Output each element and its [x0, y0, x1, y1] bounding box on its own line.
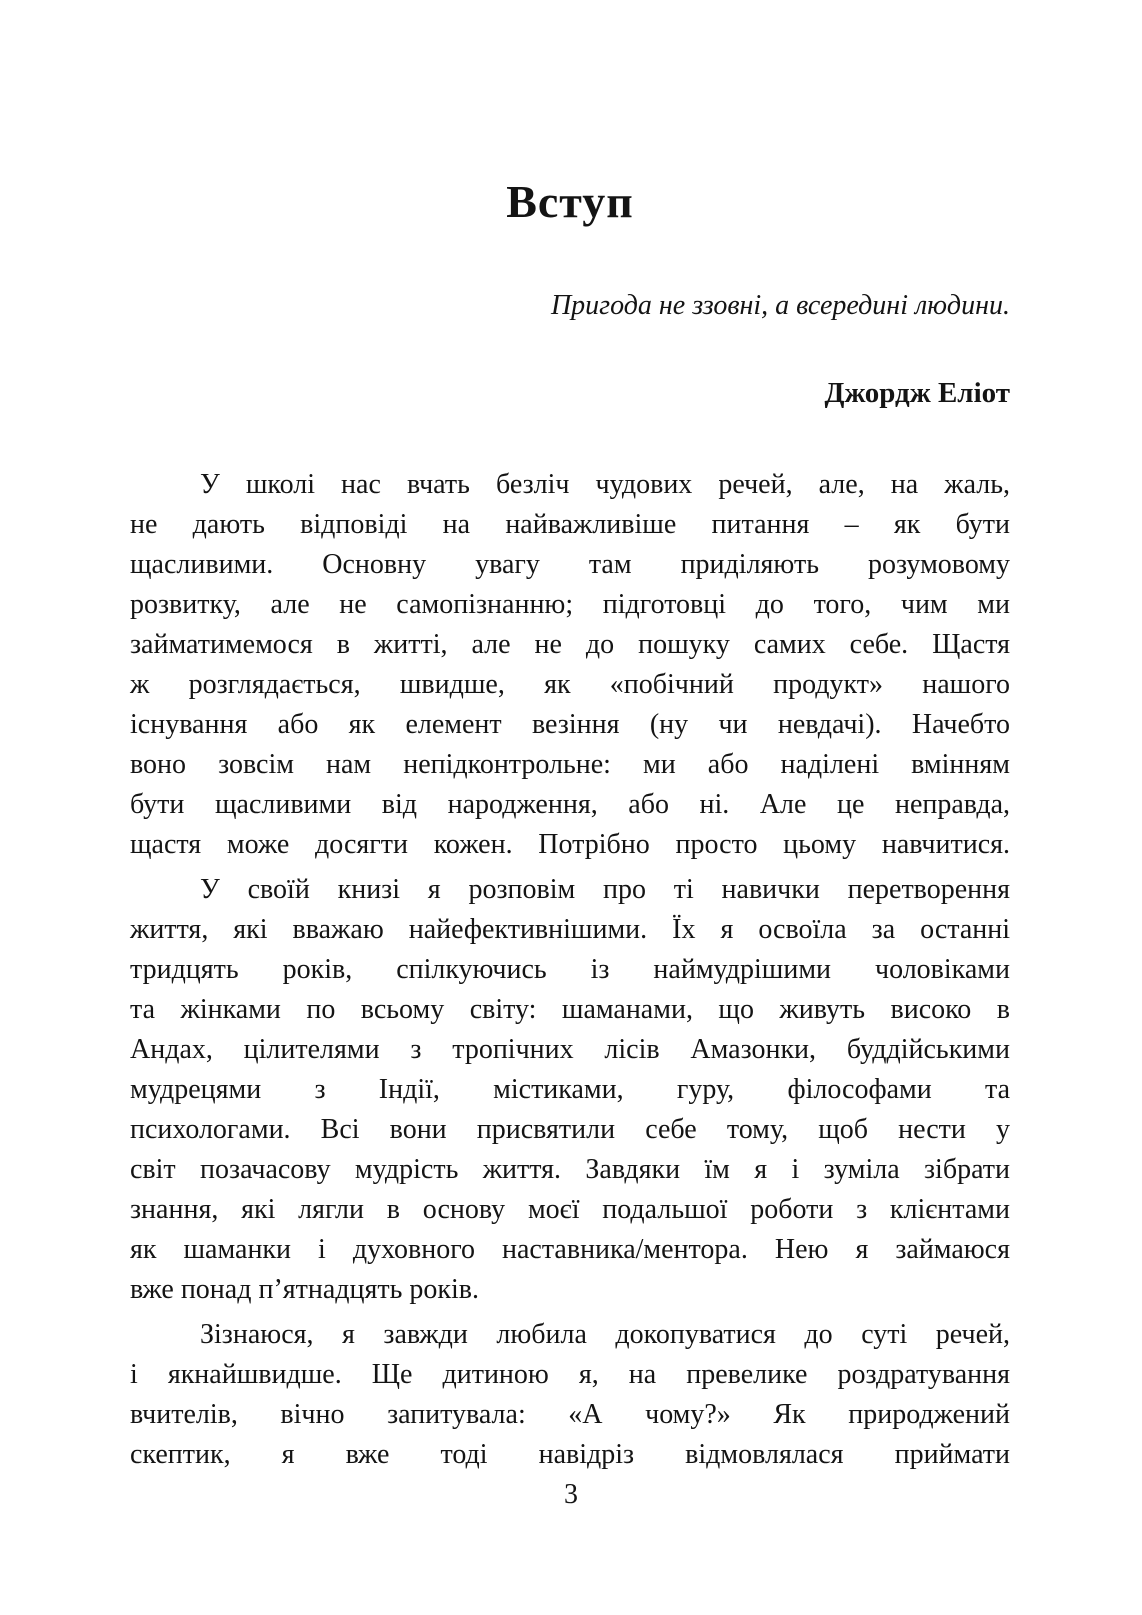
paragraph-1: [130, 465, 1010, 865]
text-line: мудрецями з Індії, містиками, гуру, філософами та: [130, 1074, 1010, 1105]
chapter-title: Вступ: [506, 176, 634, 227]
paragraph-2: [130, 870, 1010, 1310]
text-line: скептик, я вже тоді навідріз відмовлялася приймати: [130, 1439, 1010, 1470]
text-line: як шаманки і духовного наставника/ментора. Нею я займаюся: [130, 1234, 1010, 1265]
text-line: тридцять років, спілкуючись із наймудрішими чоловіками: [130, 954, 1010, 985]
body-text: [130, 465, 1010, 1475]
text-line: не дають відповіді на найважливіше питання – як бути: [130, 509, 1010, 540]
text-line: життя, які вважаю найефективнішими. Їх я освоїла за останні: [130, 914, 1010, 945]
text-line: розвитку, але не самопізнанню; підготовці до того, чим ми: [130, 589, 1010, 620]
text-line: бути щасливими від народження, або ні. Але це неправда,: [130, 789, 1010, 820]
text-line: та жінками по всьому світу: шаманами, що живуть високо в: [130, 994, 1010, 1025]
text-line: вже понад п’ятнадцять років.: [130, 1274, 480, 1305]
epigraph-author: Джордж Еліот: [824, 377, 1010, 409]
text-line: У своїй книзі я розповім про ті навички перетворення: [200, 874, 1010, 905]
text-line: воно зовсім нам непідконтрольне: ми або наділені вмінням: [130, 749, 1010, 780]
page-number: 3: [564, 1479, 578, 1510]
text-line: психологами. Всі вони присвятили себе тому, щоб нести у: [130, 1114, 1010, 1145]
text-line: щастя може досягти кожен. Потрібно просто цьому навчитися.: [130, 829, 1010, 860]
text-line: щасливими. Основну увагу там приділяють розумовому: [130, 549, 1010, 580]
text-line: і якнайшвидше. Ще дитиною я, на превелике роздратування: [130, 1359, 1010, 1390]
paragraph-3: [130, 1315, 1010, 1475]
text-line: знання, які лягли в основу моєї подальшої роботи з клієнтами: [130, 1194, 1010, 1225]
epigraph-quote: Пригода не ззовні, а всередині людини.: [550, 290, 1010, 321]
text-line: У школі нас вчать безліч чудових речей, але, на жаль,: [200, 469, 1010, 500]
text-line: Андах, цілителями з тропічних лісів Амазонки, буддійськими: [130, 1034, 1010, 1065]
text-line: існування або як елемент везіння (ну чи невдачі). Начебто: [130, 709, 1010, 740]
text-line: ж розглядається, швидше, як «побічний продукт» нашого: [130, 669, 1010, 700]
text-line: вчителів, вічно запитувала: «А чому?» Як природжений: [130, 1399, 1010, 1430]
text-line: світ позачасову мудрість життя. Завдяки їм я і зуміла зібрати: [130, 1154, 1010, 1185]
text-line: Зізнаюся, я завжди любила докопуватися до суті речей,: [200, 1319, 1010, 1350]
text-line: займатимемося в житті, але не до пошуку самих себе. Щастя: [130, 629, 1010, 660]
